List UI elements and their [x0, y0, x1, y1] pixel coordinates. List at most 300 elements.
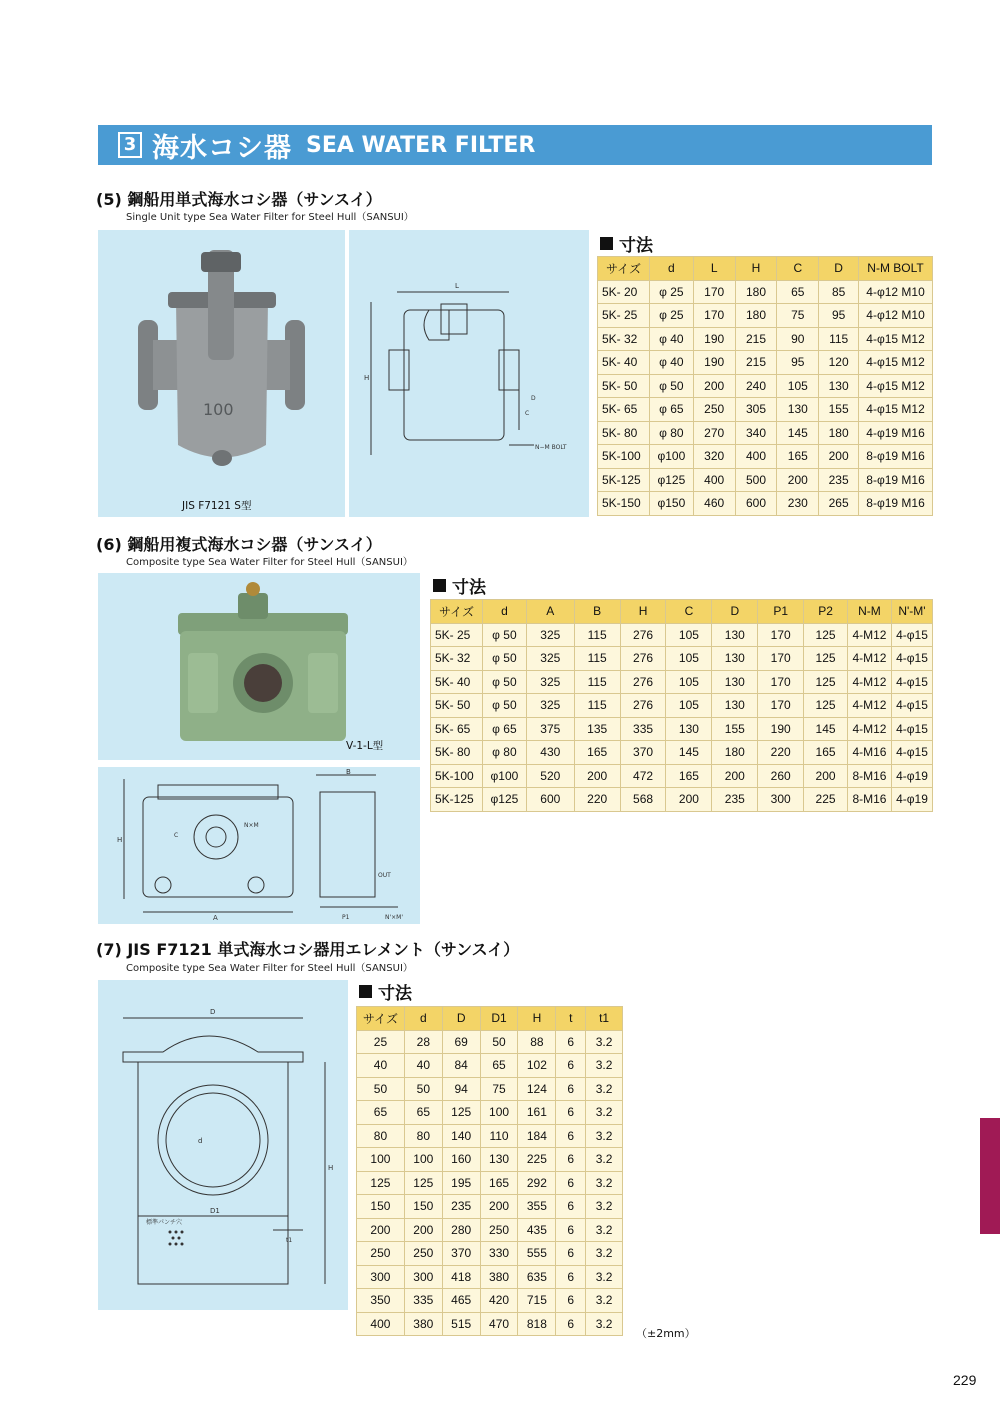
table-cell: 94 — [442, 1077, 480, 1101]
table-row — [431, 623, 933, 647]
table-cell: 4-φ15 M12 — [859, 327, 933, 351]
drawing-label-h3: H — [328, 1164, 334, 1172]
table-cell: 165 — [574, 741, 620, 765]
table-cell: 5K- 65 — [431, 717, 483, 741]
table-cell: 120 — [819, 351, 859, 375]
table-cell: 5K-100 — [598, 445, 650, 469]
table-cell: 115 — [574, 670, 620, 694]
table-cell: 125 — [442, 1101, 480, 1125]
table-cell: 6 — [556, 1030, 586, 1054]
photo-caption-v1l: V-1-L型 — [346, 740, 384, 752]
table-cell: 8-φ19 M16 — [859, 492, 933, 516]
table-cell: φ 80 — [649, 421, 693, 445]
table-cell: 135 — [574, 717, 620, 741]
table-cell: 435 — [518, 1218, 556, 1242]
table-row — [357, 1265, 623, 1289]
table-cell: 715 — [518, 1289, 556, 1313]
table-row — [431, 764, 933, 788]
table-cell: 3.2 — [586, 1054, 623, 1078]
table-cell: 110 — [480, 1124, 518, 1148]
composite-filter-illustration — [98, 573, 420, 760]
table-cell: 5K- 50 — [431, 694, 483, 718]
table-cell: φ 50 — [482, 670, 526, 694]
table-header-row — [431, 600, 933, 624]
table-cell: 170 — [693, 280, 735, 304]
table-cell: 6 — [556, 1289, 586, 1313]
table-cell: 200 — [693, 374, 735, 398]
table-cell: 50 — [357, 1077, 405, 1101]
table-row — [357, 1242, 623, 1266]
table-cell: 300 — [758, 788, 804, 812]
section-number: 3 — [118, 132, 142, 158]
table-row — [431, 788, 933, 812]
single-filter-drawing — [349, 230, 589, 517]
table-cell: 230 — [777, 492, 819, 516]
table-cell: 180 — [735, 280, 777, 304]
column-header: t — [556, 1007, 586, 1031]
table-cell: 125 — [404, 1171, 442, 1195]
table-cell: 555 — [518, 1242, 556, 1266]
table-header-row — [357, 1007, 623, 1031]
table-cell: 4-φ12 M10 — [859, 304, 933, 328]
table-cell: 5K- 25 — [431, 623, 483, 647]
table-cell: 6 — [556, 1101, 586, 1125]
banner-title-en: SEA WATER FILTER — [306, 132, 536, 158]
table-cell: 6 — [556, 1077, 586, 1101]
table-cell: 250 — [480, 1218, 518, 1242]
table-cell: 335 — [404, 1289, 442, 1313]
table-cell: 3.2 — [586, 1077, 623, 1101]
banner-title-jp: 海水コシ器 — [152, 132, 292, 164]
table-cell: 276 — [620, 647, 666, 671]
table-cell: 160 — [442, 1148, 480, 1172]
column-header: P2 — [804, 600, 848, 624]
table-cell: 215 — [735, 327, 777, 351]
table-cell: 130 — [712, 623, 758, 647]
table-cell: 470 — [480, 1312, 518, 1336]
table-cell: 180 — [735, 304, 777, 328]
table-cell: 5K-125 — [431, 788, 483, 812]
single-filter-illustration — [98, 230, 345, 517]
table-cell: 75 — [480, 1077, 518, 1101]
table-cell: 170 — [758, 623, 804, 647]
table-row — [357, 1101, 623, 1125]
column-header: L — [693, 257, 735, 281]
table-cell: 240 — [735, 374, 777, 398]
table-row — [598, 445, 933, 469]
table-cell: 102 — [518, 1054, 556, 1078]
table-cell: 4-φ15 M12 — [859, 374, 933, 398]
table-cell: 220 — [758, 741, 804, 765]
drawing-label-b: B — [346, 768, 351, 776]
table-cell: 8-φ19 M16 — [859, 468, 933, 492]
dim-heading-5: 寸法 — [600, 231, 653, 256]
table-cell: 4-φ15 — [891, 670, 932, 694]
photo-caption-s: JIS F7121 S型 — [182, 500, 252, 512]
column-header: D1 — [480, 1007, 518, 1031]
table-cell: 125 — [804, 647, 848, 671]
drawing-label-d-inner: d — [198, 1137, 203, 1145]
drawing-label-d: D — [531, 395, 536, 402]
drawing-label-d-outer: D — [210, 1008, 216, 1016]
column-header: d — [404, 1007, 442, 1031]
section-7-title: (7) JIS F7121 単式海水コシ器用エレメント（サンスイ） — [96, 940, 520, 959]
table-cell: 235 — [819, 468, 859, 492]
table-cell: 4-φ15 M12 — [859, 398, 933, 422]
column-header: A — [526, 600, 574, 624]
table-cell: 130 — [777, 398, 819, 422]
table-cell: 600 — [735, 492, 777, 516]
table-cell: 375 — [526, 717, 574, 741]
column-header: D — [712, 600, 758, 624]
table-cell: 140 — [442, 1124, 480, 1148]
drawing-label-h: H — [364, 374, 370, 382]
table-cell: 5K- 40 — [598, 351, 650, 375]
table-cell: 325 — [526, 694, 574, 718]
table-cell: φ 65 — [482, 717, 526, 741]
table-cell: 300 — [357, 1265, 405, 1289]
table-cell: 145 — [666, 741, 712, 765]
table-cell: 100 — [404, 1148, 442, 1172]
table-cell: 5K- 20 — [598, 280, 650, 304]
table-cell: 3.2 — [586, 1289, 623, 1313]
table-row — [357, 1195, 623, 1219]
table-cell: 3.2 — [586, 1030, 623, 1054]
table-cell: 125 — [804, 694, 848, 718]
table-cell: 195 — [442, 1171, 480, 1195]
table-cell: 3.2 — [586, 1312, 623, 1336]
column-header: H — [620, 600, 666, 624]
table-cell: 50 — [404, 1077, 442, 1101]
column-header: N'-M' — [891, 600, 932, 624]
table-cell: 6 — [556, 1054, 586, 1078]
dim-heading-6: 寸法 — [433, 573, 486, 598]
table-cell: 5K- 32 — [431, 647, 483, 671]
drawing-label-nm-prime: N'×M' — [385, 914, 403, 921]
table-cell: 200 — [819, 445, 859, 469]
table-cell: 370 — [620, 741, 666, 765]
table-cell: 115 — [574, 647, 620, 671]
composite-filter-dimension-drawing — [98, 767, 420, 924]
table-cell: 335 — [620, 717, 666, 741]
table-cell: 370 — [442, 1242, 480, 1266]
table-cell: 276 — [620, 694, 666, 718]
table-cell: 190 — [758, 717, 804, 741]
table-cell: 85 — [819, 280, 859, 304]
table-cell: φ 80 — [482, 741, 526, 765]
table-cell: 130 — [666, 717, 712, 741]
table-cell: 4-φ19 — [891, 788, 932, 812]
table-cell: 150 — [357, 1195, 405, 1219]
table-cell: 3.2 — [586, 1148, 623, 1172]
table-cell: φ 40 — [649, 351, 693, 375]
table-cell: 100 — [357, 1148, 405, 1172]
table-cell: 465 — [442, 1289, 480, 1313]
table-cell: 8-M16 — [848, 788, 892, 812]
table-cell: 165 — [666, 764, 712, 788]
table-cell: 75 — [777, 304, 819, 328]
table-row — [357, 1171, 623, 1195]
table-cell: 145 — [804, 717, 848, 741]
drawing-label-nm: N×M — [244, 822, 259, 829]
table-cell: φ 50 — [649, 374, 693, 398]
table-cell: 170 — [693, 304, 735, 328]
drawing-label-h2: H — [117, 836, 123, 844]
table-cell: 130 — [712, 670, 758, 694]
table-cell: 28 — [404, 1030, 442, 1054]
table-row — [431, 741, 933, 765]
table-cell: 200 — [804, 764, 848, 788]
table-cell: 115 — [574, 694, 620, 718]
table-cell: 568 — [620, 788, 666, 812]
table-cell: 8-φ19 M16 — [859, 445, 933, 469]
table-cell: 265 — [819, 492, 859, 516]
table-cell: 3.2 — [586, 1124, 623, 1148]
table-cell: 3.2 — [586, 1195, 623, 1219]
drawing-label-p1: P1 — [342, 914, 350, 921]
table-cell: 200 — [404, 1218, 442, 1242]
square-bullet-icon — [433, 579, 446, 592]
table-cell: 5K- 80 — [598, 421, 650, 445]
table-cell: 276 — [620, 623, 666, 647]
table-cell: 4-φ15 — [891, 741, 932, 765]
table-cell: 520 — [526, 764, 574, 788]
table-cell: 155 — [819, 398, 859, 422]
table-cell: 250 — [693, 398, 735, 422]
table-cell: 515 — [442, 1312, 480, 1336]
table-cell: 270 — [693, 421, 735, 445]
table-cell: 250 — [404, 1242, 442, 1266]
table-cell: 260 — [758, 764, 804, 788]
table-cell: 170 — [758, 647, 804, 671]
table-cell: 130 — [712, 647, 758, 671]
table-cell: φ100 — [482, 764, 526, 788]
square-bullet-icon — [600, 237, 613, 250]
table-row — [357, 1030, 623, 1054]
table-row — [598, 280, 933, 304]
table-cell: 4-φ19 M16 — [859, 421, 933, 445]
table-cell: φ 65 — [649, 398, 693, 422]
single-filter-dimension-drawing — [349, 230, 589, 517]
table-cell: 105 — [666, 694, 712, 718]
table-cell: 65 — [480, 1054, 518, 1078]
table-cell: 155 — [712, 717, 758, 741]
table-cell: 418 — [442, 1265, 480, 1289]
drawing-label-punch: 標準パンチ穴 — [146, 1219, 183, 1226]
composite-filter-photo — [98, 573, 420, 760]
table-cell: 125 — [804, 670, 848, 694]
table-cell: 420 — [480, 1289, 518, 1313]
table-cell: 215 — [735, 351, 777, 375]
table-cell: 65 — [404, 1101, 442, 1125]
table-cell: 325 — [526, 647, 574, 671]
table-cell: 400 — [735, 445, 777, 469]
drawing-label-d1: D1 — [210, 1207, 220, 1215]
table-cell: 145 — [777, 421, 819, 445]
table-cell: 3.2 — [586, 1218, 623, 1242]
table-cell: 5K- 50 — [598, 374, 650, 398]
table-cell: φ150 — [649, 492, 693, 516]
table-cell: 84 — [442, 1054, 480, 1078]
table-cell: 6 — [556, 1124, 586, 1148]
table-cell: 3.2 — [586, 1101, 623, 1125]
table-cell: 130 — [819, 374, 859, 398]
table-cell: 380 — [480, 1265, 518, 1289]
table-cell: 276 — [620, 670, 666, 694]
table-row — [357, 1148, 623, 1172]
svg-text:100: 100 — [203, 400, 234, 419]
table-cell: 430 — [526, 741, 574, 765]
table-cell: 65 — [777, 280, 819, 304]
table-cell: 184 — [518, 1124, 556, 1148]
square-bullet-icon — [359, 985, 372, 998]
section-7-subtitle: Composite type Sea Water Filter for Steel Hull（SANSUI） — [126, 963, 413, 974]
table-cell: 635 — [518, 1265, 556, 1289]
table-cell: 180 — [819, 421, 859, 445]
table-row — [598, 421, 933, 445]
table-cell: 88 — [518, 1030, 556, 1054]
table-cell: 25 — [357, 1030, 405, 1054]
table-cell: 165 — [804, 741, 848, 765]
table-cell: 5K-125 — [598, 468, 650, 492]
table-cell: 3.2 — [586, 1242, 623, 1266]
drawing-label-bolt: N−M BOLT — [535, 444, 567, 451]
table-cell: 95 — [777, 351, 819, 375]
table-cell: 220 — [574, 788, 620, 812]
table-cell: 200 — [666, 788, 712, 812]
table-cell: 280 — [442, 1218, 480, 1242]
table-cell: 225 — [804, 788, 848, 812]
table-cell: 161 — [518, 1101, 556, 1125]
table-cell: 472 — [620, 764, 666, 788]
table-cell: 350 — [357, 1289, 405, 1313]
table-cell: 3.2 — [586, 1171, 623, 1195]
table-row — [357, 1218, 623, 1242]
table-cell: φ 50 — [482, 647, 526, 671]
column-header: N-M — [848, 600, 892, 624]
table-cell: 105 — [666, 647, 712, 671]
table-cell: 115 — [574, 623, 620, 647]
table-row — [431, 694, 933, 718]
table-row — [357, 1312, 623, 1336]
table-cell: 4-φ15 — [891, 623, 932, 647]
table-cell: 235 — [442, 1195, 480, 1219]
table-cell: φ 50 — [482, 694, 526, 718]
section-6-title: (6) 鋼船用複式海水コシ器（サンスイ） — [96, 535, 382, 554]
table-cell: 5K- 40 — [431, 670, 483, 694]
table-cell: 190 — [693, 351, 735, 375]
table-cell: φ 25 — [649, 280, 693, 304]
table-cell: 200 — [480, 1195, 518, 1219]
table-cell: 200 — [357, 1218, 405, 1242]
section-6-subtitle: Composite type Sea Water Filter for Steel Hull（SANSUI） — [126, 557, 413, 568]
table-cell: 170 — [758, 670, 804, 694]
table-cell: 4-M16 — [848, 741, 892, 765]
column-header: N-M BOLT — [859, 257, 933, 281]
table-cell: 330 — [480, 1242, 518, 1266]
table-cell: 115 — [819, 327, 859, 351]
table-row — [431, 647, 933, 671]
section-banner — [98, 125, 932, 165]
column-header: H — [735, 257, 777, 281]
table-cell: 4-φ19 — [891, 764, 932, 788]
column-header: サイズ — [598, 257, 650, 281]
table-cell: 6 — [556, 1218, 586, 1242]
table-row — [431, 670, 933, 694]
table-cell: 80 — [404, 1124, 442, 1148]
table-cell: 124 — [518, 1077, 556, 1101]
table-cell: 4-φ12 M10 — [859, 280, 933, 304]
table-cell: 225 — [518, 1148, 556, 1172]
table-cell: 460 — [693, 492, 735, 516]
table-cell: 125 — [804, 623, 848, 647]
dim-heading-7: 寸法 — [359, 979, 412, 1004]
drawing-label-t1: t1 — [286, 1237, 293, 1244]
table-row — [357, 1124, 623, 1148]
table-row — [598, 468, 933, 492]
table-cell: 40 — [357, 1054, 405, 1078]
table-cell: 325 — [526, 623, 574, 647]
table-cell: 4-M12 — [848, 647, 892, 671]
dimension-table-6 — [430, 599, 933, 812]
table-cell: 300 — [404, 1265, 442, 1289]
table-cell: 4-φ15 — [891, 694, 932, 718]
column-header: P1 — [758, 600, 804, 624]
table-cell: 50 — [480, 1030, 518, 1054]
column-header: C — [666, 600, 712, 624]
table-row — [431, 717, 933, 741]
single-filter-photo — [98, 230, 345, 517]
table-cell: 5K- 80 — [431, 741, 483, 765]
table-cell: 125 — [357, 1171, 405, 1195]
table-cell: 165 — [777, 445, 819, 469]
table-cell: 95 — [819, 304, 859, 328]
page-number: 229 — [953, 1372, 977, 1388]
column-header: C — [777, 257, 819, 281]
table-cell: 180 — [712, 741, 758, 765]
table-cell: 170 — [758, 694, 804, 718]
table-cell: 380 — [404, 1312, 442, 1336]
section-5-title: (5) 鋼船用単式海水コシ器（サンスイ） — [96, 190, 382, 209]
table-cell: 6 — [556, 1242, 586, 1266]
column-header: サイズ — [431, 600, 483, 624]
table-cell: 190 — [693, 327, 735, 351]
table-cell: 340 — [735, 421, 777, 445]
table-cell: 100 — [480, 1101, 518, 1125]
table-row — [598, 327, 933, 351]
column-header: d — [482, 600, 526, 624]
table-cell: 250 — [357, 1242, 405, 1266]
table-row — [598, 374, 933, 398]
table-cell: φ125 — [649, 468, 693, 492]
table-cell: 4-φ15 — [891, 647, 932, 671]
table-row — [598, 351, 933, 375]
column-header: B — [574, 600, 620, 624]
table-cell: 105 — [666, 670, 712, 694]
table-cell: 4-M12 — [848, 694, 892, 718]
table-cell: 325 — [526, 670, 574, 694]
table-cell: 200 — [712, 764, 758, 788]
section-5-subtitle: Single Unit type Sea Water Filter for Steel Hull（SANSUI） — [126, 212, 414, 223]
table-cell: 5K- 25 — [598, 304, 650, 328]
table-row — [357, 1289, 623, 1313]
column-header: H — [518, 1007, 556, 1031]
table-cell: 500 — [735, 468, 777, 492]
element-drawing — [98, 980, 348, 1310]
table-cell: 80 — [357, 1124, 405, 1148]
table-cell: 130 — [712, 694, 758, 718]
table-header-row — [598, 257, 933, 281]
